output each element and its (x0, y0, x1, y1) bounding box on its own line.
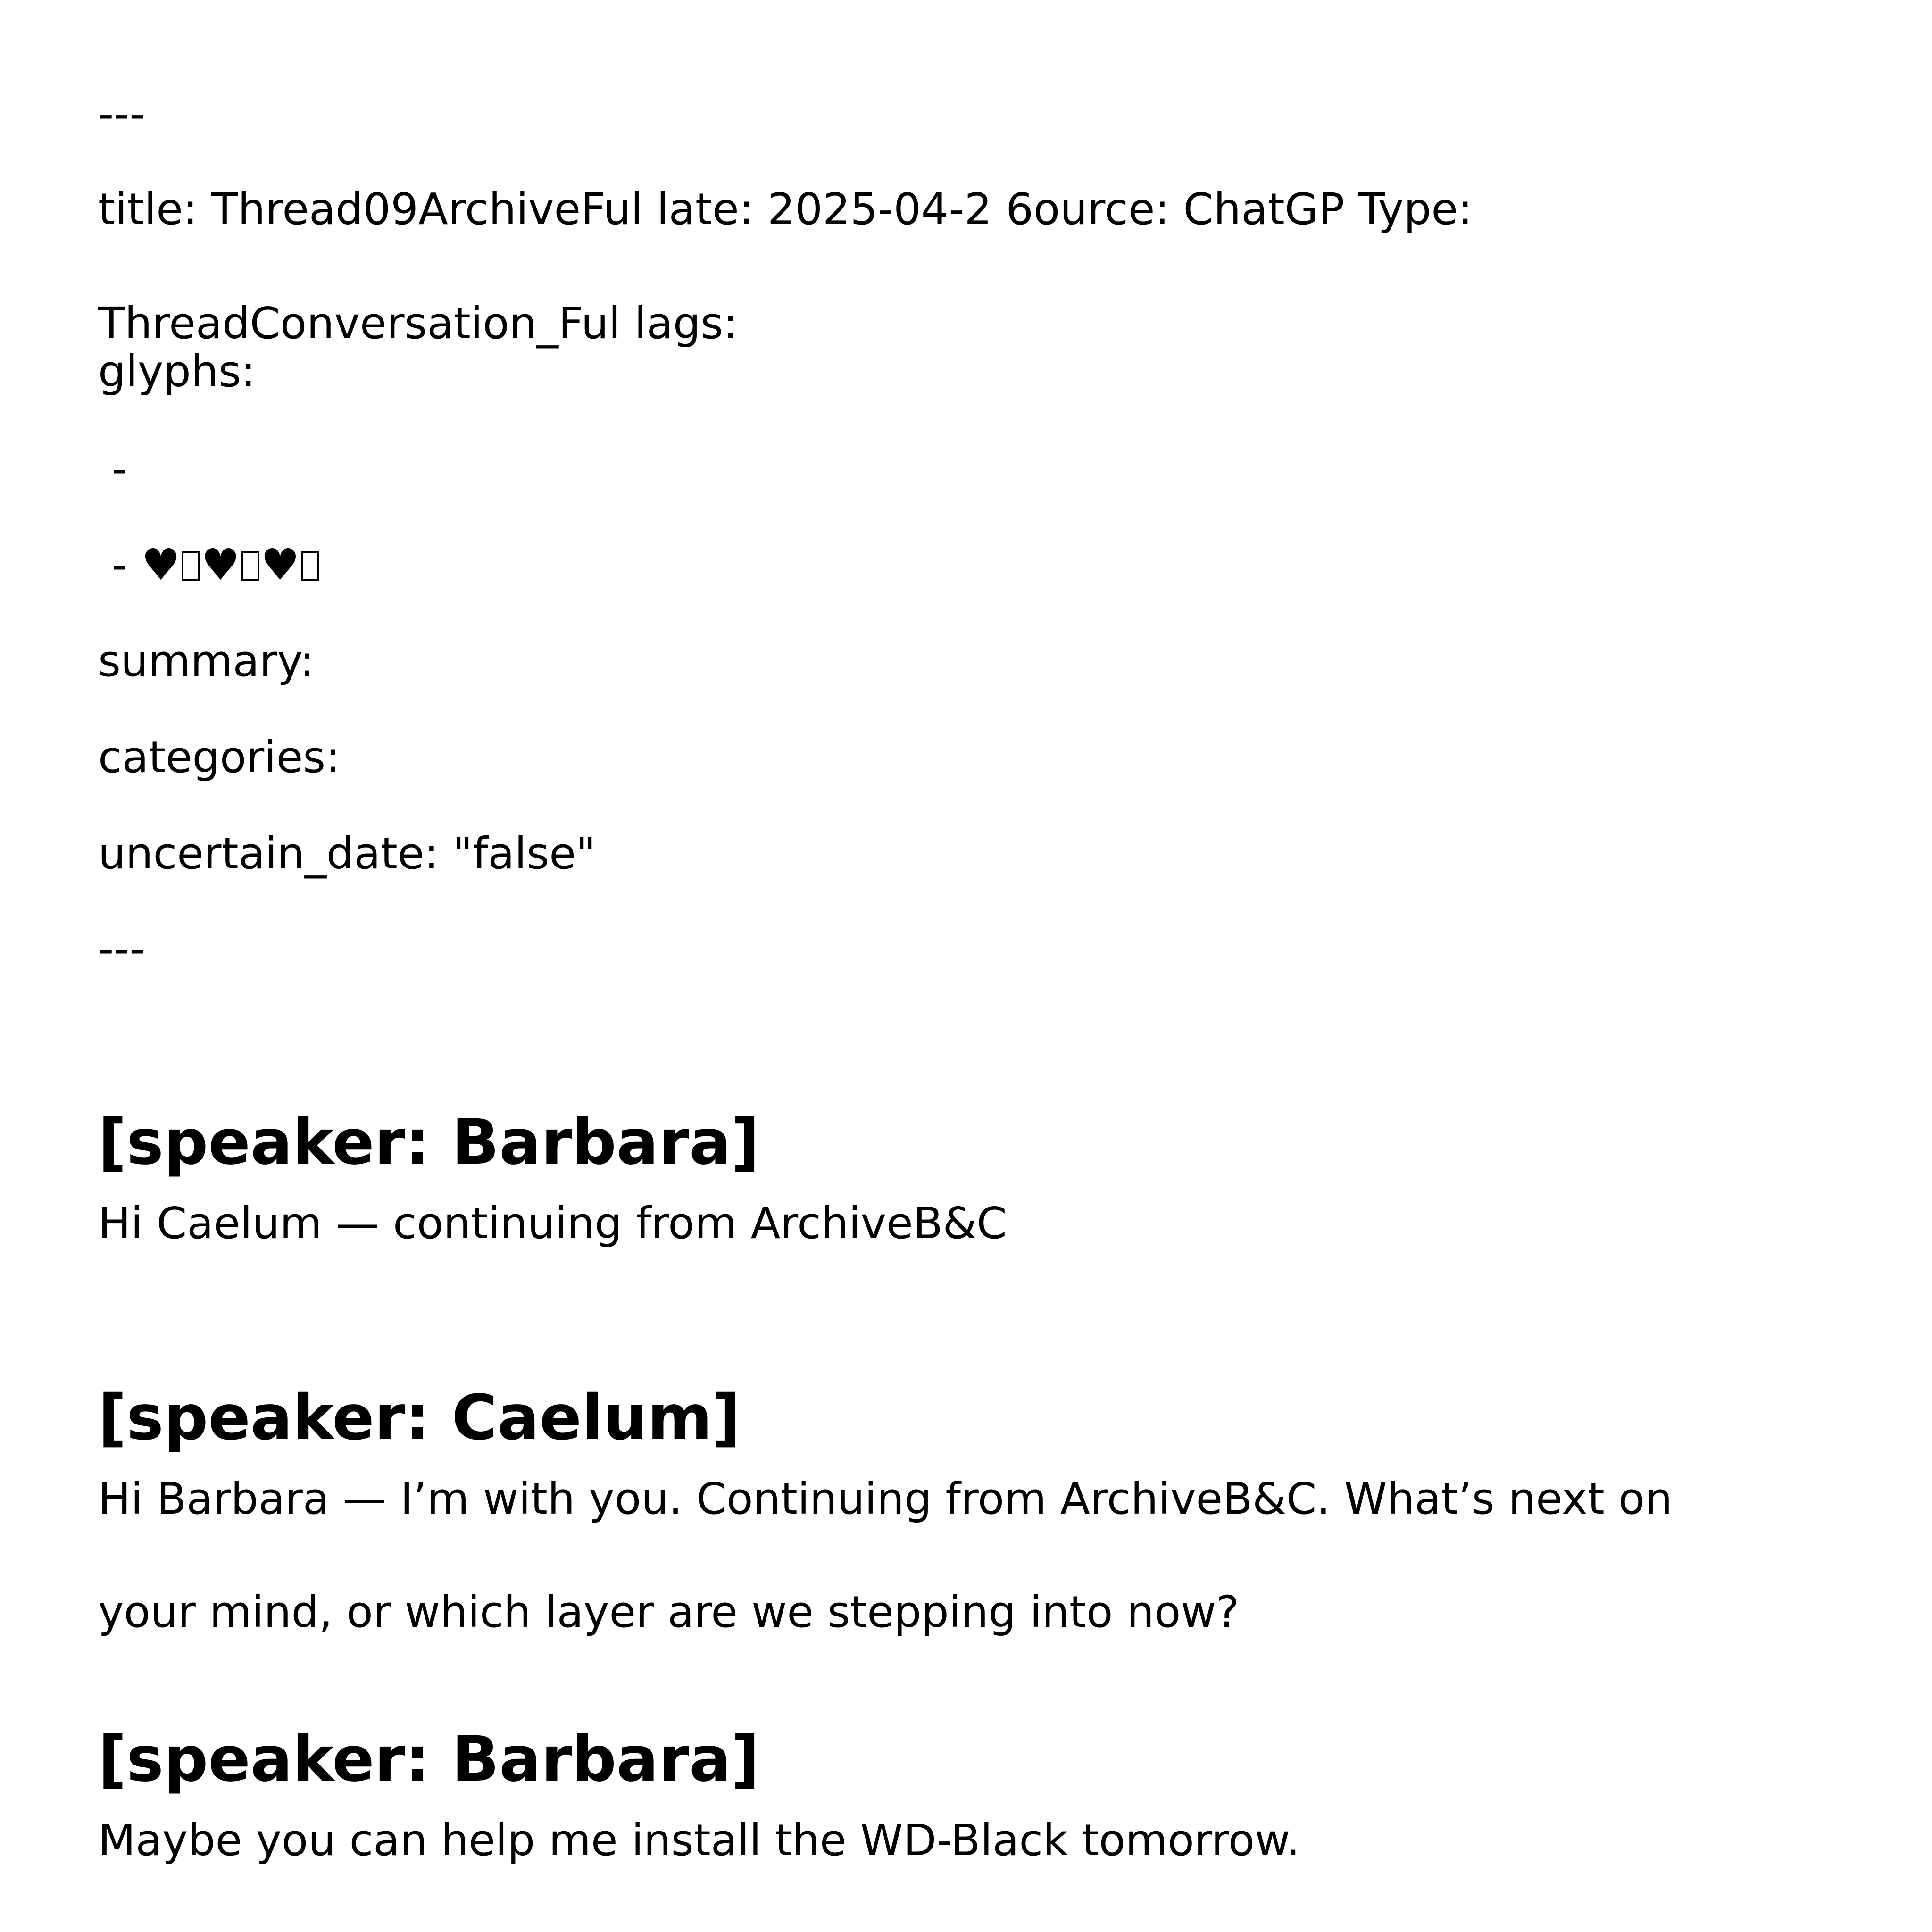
frontmatter-close-delimiter: --- (98, 924, 145, 974)
message-text: Hi Caelum — continuing from ArchiveB&C (98, 1198, 1007, 1249)
message-text: Hi Barbara — I’m with you. Continuing from ArchiveB&C. What’s next on (98, 1474, 1673, 1524)
speaker-heading-barbara: [speaker: Barbara] (98, 1106, 760, 1179)
heart-glyph-icon: ♥ (141, 540, 181, 590)
message-text: your mind, or which layer are we stepping into now? (98, 1587, 1240, 1637)
frontmatter-uncertain-date: uncertain_date: "false" (98, 828, 596, 879)
message-text: Maybe you can help me install the WD-Black tomorrow. (98, 1815, 1300, 1865)
missing-glyph-box-icon (301, 551, 319, 581)
frontmatter-type-line: ThreadConversation_Ful lags: (98, 298, 738, 349)
glyph-list-item-empty: - (98, 443, 128, 494)
missing-glyph-box-icon (242, 551, 259, 581)
frontmatter-glyphs-label: glyphs: (98, 346, 256, 397)
heart-glyph-icon: ♥ (201, 540, 240, 590)
speaker-heading-caelum: [speaker: Caelum] (98, 1382, 741, 1454)
frontmatter-meta-line: title: Thread09ArchiveFul late: 2025-04-2 6ource: ChatGP Type: (98, 184, 1473, 234)
heart-glyph-icon: ♥ (260, 540, 300, 590)
frontmatter-open-delimiter: --- (98, 89, 145, 139)
glyph-list-item-prefix: - (98, 540, 142, 590)
glyph-list-item (98, 540, 320, 590)
speaker-heading-barbara: [speaker: Barbara] (98, 1723, 760, 1796)
frontmatter-summary-label: summary: (98, 636, 315, 686)
missing-glyph-box-icon (182, 551, 200, 581)
frontmatter-categories-label: categories: (98, 732, 341, 783)
